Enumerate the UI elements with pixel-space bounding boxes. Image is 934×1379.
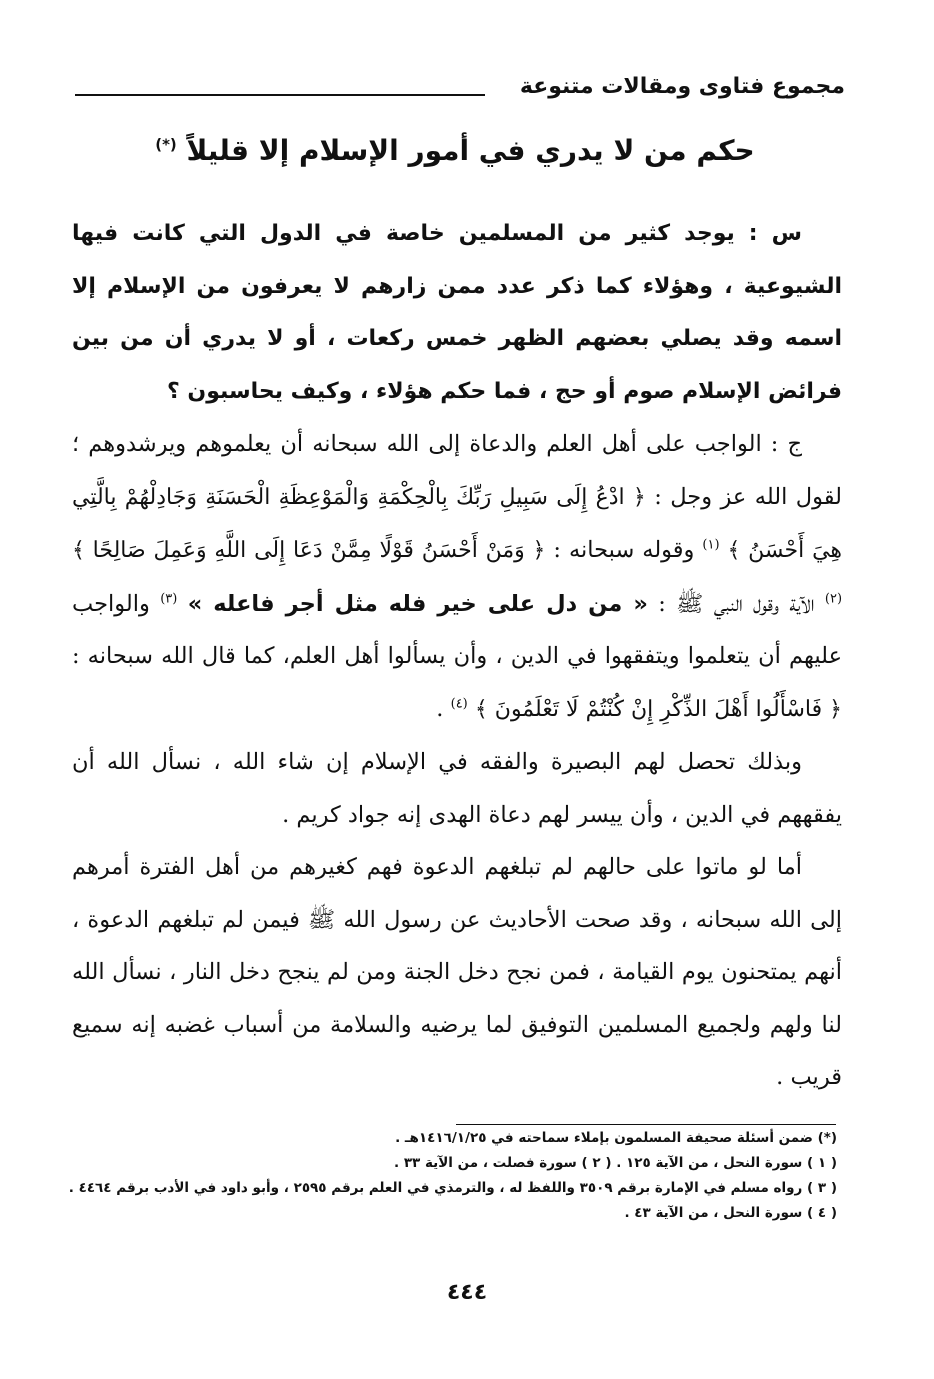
footnote-item: ( ١ ) سورة النحل ، من الآية ١٢٥ . ( ٢ ) سورة فصلت ، من الآية ٣٣ . — [393, 1155, 837, 1171]
quran-verse-3: ﴿ فَاسْأَلُوا أَهْلَ الذِّكْرِ إِنْ كُنْتُمْ لَا تَعْلَمُونَ ﴾ — [474, 696, 842, 722]
footnote-item: ( ٣ ) رواه مسلم في الإمارة برقم ٣٥٠٩ واللفظ له ، والترمذي في العلم برقم ٢٥٩٥ ، وأبو داود في الأدب برقم ٤٤٦٤ . — [68, 1180, 837, 1196]
verse2-tail: الآية — [789, 590, 815, 617]
footnote-ref-4: (٤) — [450, 696, 468, 711]
footnote-item: ( ٤ ) سورة النحل ، من الآية ٤٣ . — [624, 1205, 837, 1221]
article-title — [75, 130, 835, 172]
answer-paragraph — [72, 418, 842, 736]
article-title-footnote-mark: (*) — [155, 135, 177, 154]
footnote-ref-3: (٣) — [160, 591, 178, 606]
quran-verse-1: ﴿ ادْعُ إِلَى سَبِيلِ رَبِّكَ بِالْحِكْمَةِ وَالْمَوْعِظَةِ الْحَسَنَةِ وَجَادِلْهُمْ بِالَّتِي هِيَ أَحْسَنُ ﴾ — [72, 484, 843, 563]
verse2-intro: وقوله سبحانه : — [553, 537, 695, 563]
answer-paragraph-3: أما لو ماتوا على حالهم لم تبلغهم الدعوة فهم كغيرهم من أهل الفترة أمرهم إلى الله سبحانه ، وقد صحت الأحاديث عن رسول الله ﷺ فيمن لم تبلغهم الدعوة ، أنهم يمتحنون يوم القيامة ، فمن نجح دخل الجنة ومن لم ينجح دخل النار ، نسأل الله لنا ولهم ولجميع المسلمين التوفيق لما يرضيه والسلامة من أسباب غضبه إنه سميع قريب . — [72, 854, 842, 1090]
duty-text: والواجب عليهم أن يتعلموا ويتفقهوا في الدين ، وأن يسألوا أهل العلم، كما قال الله سبحانه : — [72, 590, 842, 669]
answer-paragraph-2: وبذلك تحصل لهم البصيرة والفقه في الإسلام إن شاء الله ، نسأل الله أن يفقههم في الدين ، وأن ييسر لهم دعاة الهدى إنه جواد كريم . — [72, 749, 842, 828]
footnote-ref-1: (١) — [702, 537, 720, 553]
article-body — [72, 208, 842, 1104]
footnote-item: (*) ضمن أسئلة صحيفة المسلمون بإملاء سماحته في ١٤١٦/١/٢٥هـ . — [395, 1130, 837, 1146]
header-rule — [75, 94, 485, 96]
question-paragraph: س : يوجد كثير من المسلمين خاصة في الدول التي كانت فيها الشيوعية ، وهؤلاء كما ذكر عدد ممن زارهم لا يعرفون من الإسلام إلا اسمه وقد يصلي بعضهم الظهر خمس ركعات ، أو لا يدري أن من بين فرائض الإسلام صوم أو حج ، فما حكم هؤلاء ، وكيف يحاسبون ؟ — [72, 221, 842, 404]
hadith-intro: وقول النبي ﷺ : — [658, 590, 779, 617]
answer-intro: ج : الواجب على أهل العلم والدعاة إلى الله سبحانه أن يعلموهم ويرشدوهم ؛ لقول الله عز وجل : — [72, 431, 843, 510]
page-number: ٤٤٤ — [446, 1280, 488, 1305]
running-header — [75, 70, 845, 110]
footnote-divider — [456, 1124, 836, 1125]
article-title-text: حكم من لا يدري في أمور الإسلام إلا قليلاً — [186, 134, 755, 167]
book-title: مجموع فتاوى ومقالات متنوعة — [519, 74, 845, 99]
quran-verse-2: ﴿ وَمَنْ أَحْسَنُ قَوْلًا مِمَّنْ دَعَا إِلَى اللَّهِ وَعَمِلَ صَالِحًا ﴾ — [72, 538, 546, 563]
footnotes — [68, 1126, 837, 1226]
footnote-ref-2: (٢) — [824, 591, 843, 606]
hadith-text: « من دل على خير فله مثل أجر فاعله » — [187, 590, 648, 617]
verse3-tail: . — [436, 695, 444, 722]
